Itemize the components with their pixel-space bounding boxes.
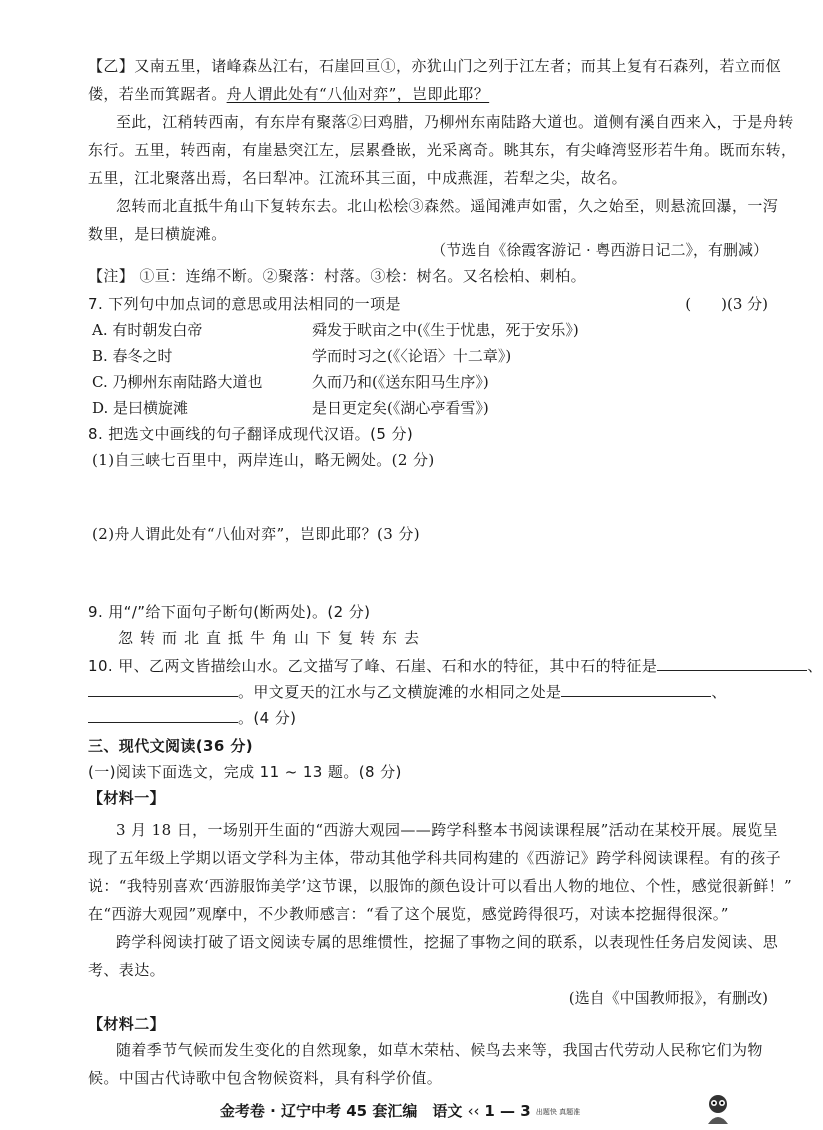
separator: 、 <box>711 683 727 701</box>
passage-yi-line-2 <box>88 80 778 108</box>
question-8-stem: 8. 把选文中画线的句子翻译成现代汉语。(5 分) <box>88 425 414 443</box>
q7-option-d-right: 是日更定矣(《湖心亭看雪》) <box>312 399 489 417</box>
underlined-sentence: 舟人谓此处有“八仙对弈”，岂即此耶？ <box>226 85 490 103</box>
material-1-label: 【材料一】 <box>88 789 166 807</box>
material-2-label: 【材料二】 <box>88 1015 166 1033</box>
answer-blank-4[interactable] <box>88 704 238 723</box>
question-7-stem: 7. 下列句中加点词的意思或用法相同的一项是 <box>88 295 401 313</box>
passage-yi-para-3-line-2: 数里，是曰横旋滩。 <box>88 225 227 243</box>
passage-yi-text: 偻，若坐而箕踞者。 <box>88 85 227 103</box>
question-9-sentence: 忽转而北直抵牛角山下复转东去 <box>118 629 427 647</box>
question-10-line-2 <box>88 678 788 706</box>
footer-tag: 出题快 真题准 <box>535 1107 581 1116</box>
question-10-line-3 <box>88 704 778 732</box>
q7-option-a-right: 舜发于畎亩之中(《生于忧患，死于安乐》) <box>312 321 579 339</box>
passage-yi-para-2-line-1: 至此，江稍转西南，有东岸有聚落②曰鸡腊，乃柳州东南陆路大道也。道侧有溪自西来入，于是舟转 <box>116 113 794 131</box>
answer-blank-2[interactable] <box>88 678 238 697</box>
annotation-notes: 【注】 ①亘：连绵不断。②聚落：村落。③桧：树名。又名桧柏、刺柏。 <box>88 267 586 285</box>
passage-yi-source: （节选自《徐霞客游记 · 粤西游日记二》，有删减） <box>431 241 768 259</box>
q7-option-c-right: 久而乃和(《送东阳马生序》) <box>312 373 489 391</box>
passage-yi-para-3-line-1: 忽转而北直抵牛角山下复转东去。北山松桧③森然。遥闻滩声如雷，久之始至，则悬流回瀑，一泻 <box>116 197 779 215</box>
material-1-source: (选自《中国教师报》，有删改) <box>568 989 768 1007</box>
material-1-line-6: 考、表达。 <box>88 961 166 979</box>
section-3-subtitle: (一)阅读下面选文，完成 11 ~ 13 题。(8 分) <box>88 763 402 781</box>
question-9-stem: 9. 用“/”给下面句子断句(断两处)。(2 分) <box>88 603 371 621</box>
material-2-line-1: 随着季节气候而发生变化的自然现象，如草木荣枯、候鸟去来等，我国古代劳动人民称它们为物 <box>116 1041 763 1059</box>
material-1-line-3: 说：“我特别喜欢‘西游服饰美学’这节课，以服饰的颜色设计可以看出人物的地位、个性，感觉很新鲜！” <box>88 877 793 895</box>
material-1-line-4: 在“西游大观园”观摩中，不少教师感言：“看了这个展览，感觉跨得很巧，对读本挖掘得很深。” <box>88 905 729 923</box>
passage-yi-line-1: 【乙】又南五里，诸峰森丛江右，石崖回亘①，亦犹山门之列于江左者；而其上复有石森列，若立而伛 <box>88 57 782 75</box>
q7-option-a-left: A. 有时朝发白帝 <box>92 321 203 339</box>
material-1-line-1: 3 月 18 日，一场别开生面的“西游大观园——跨学科整本书阅读课程展”活动在某校开展。展览呈 <box>116 821 779 839</box>
q7-option-b-left: B. 春冬之时 <box>92 347 173 365</box>
page-footer <box>0 1100 800 1121</box>
section-3-title: 三、现代文阅读(36 分) <box>88 737 254 755</box>
question-10-text-2: 。甲文夏天的江水与乙文横旋滩的水相同之处是 <box>238 683 562 701</box>
material-2-line-2: 候。中国古代诗歌中包含物候资料，具有科学价值。 <box>88 1069 443 1087</box>
material-1-line-5: 跨学科阅读打破了语文阅读专属的思维惯性，挖掘了事物之间的联系，以表现性任务启发阅读、思 <box>116 933 779 951</box>
question-10-line-1 <box>88 652 823 680</box>
footer-title: 金考卷 · 辽宁中考 45 套汇编 语文 <box>219 1102 463 1120</box>
passage-yi-para-2-line-3: 五里，江北聚落出焉，名曰犁冲。江流环其三面，中成燕涯，若犁之尖，故名。 <box>88 169 628 187</box>
mascot-logo-icon <box>700 1090 736 1126</box>
footer-page-number: 1 — 3 <box>484 1102 531 1120</box>
answer-blank-3[interactable] <box>561 678 711 697</box>
answer-blank-1[interactable] <box>657 652 807 671</box>
q7-option-b-right: 学而时习之(《〈论语〉十二章》) <box>312 347 512 365</box>
question-8-sub-1: (1)自三峡七百里中，两岸连山，略无阙处。(2 分) <box>92 451 435 469</box>
separator: 、 <box>807 657 823 675</box>
footer-chevron: ‹‹ <box>467 1102 485 1120</box>
question-10-text-3: 。(4 分) <box>238 709 297 727</box>
material-1-line-2: 现了五年级上学期以语文学科为主体，带动其他学科共同构建的《西游记》跨学科阅读课程。有的孩子 <box>88 849 782 867</box>
question-8-sub-2: (2)舟人谓此处有“八仙对弈”，岂即此耶？(3 分) <box>92 525 421 543</box>
q7-option-c-left: C. 乃柳州东南陆路大道也 <box>92 373 263 391</box>
question-7-answer-paren[interactable]: ( )(3 分) <box>685 295 768 313</box>
question-10-text-1: 10. 甲、乙两文皆描绘山水。乙文描写了峰、石崖、石和水的特征，其中石的特征是 <box>88 657 658 675</box>
passage-yi-para-2-line-2: 东行。五里，转西南，有崖悬突江左，层累叠嵌，光采离奇。眺其东，有尖峰湾竖形若牛角。既而东转， <box>88 141 797 159</box>
q7-option-d-left: D. 是曰横旋滩 <box>92 399 189 417</box>
